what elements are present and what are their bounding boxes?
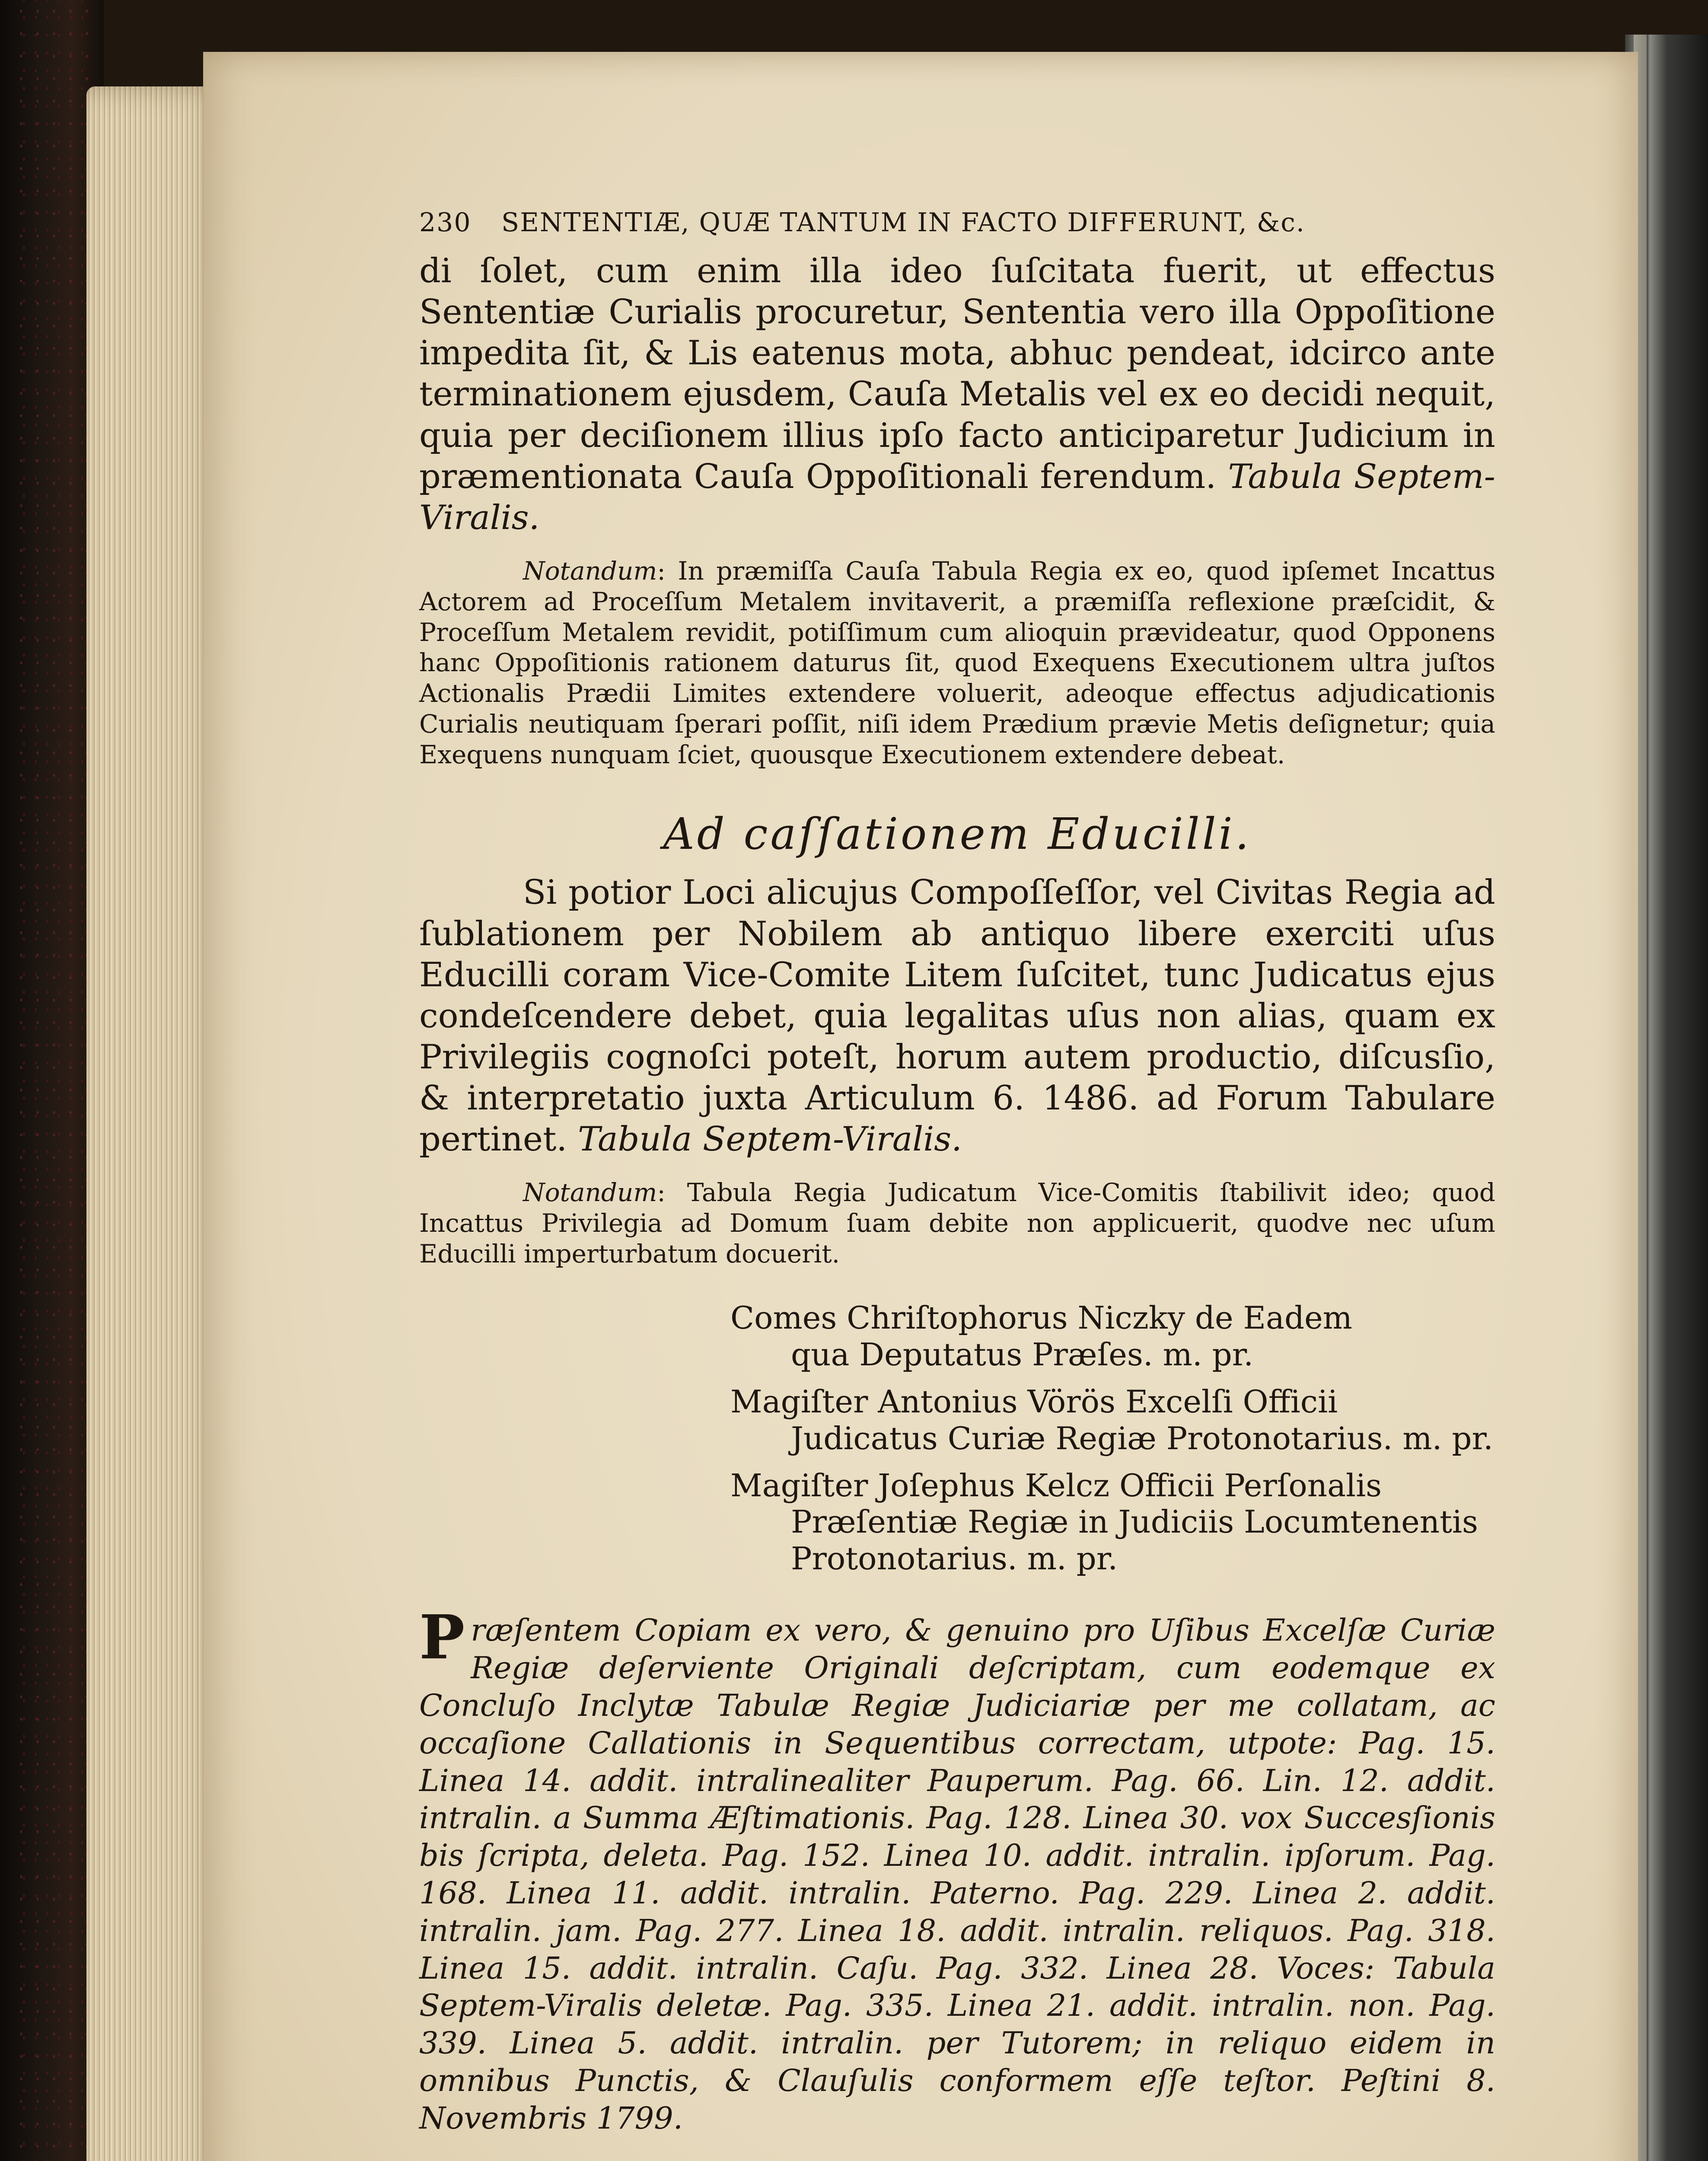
note-1-text: : In præmiſſa Cauſa Tabula Regia ex eo, quod ipſemet Incattus Actorem ad Proceſſum Metalem invitaverit, a præmiſſa reflexione præſcidit, & Proceſſum Metalem revidit, potiſſimum cum alioquin prævideatur, quod Opponens hanc Oppoſitionis rationem daturus ſit, quod Exequens Executionem ultra juſtos Actionalis Prædii Limites extendere voluerit, adeoque effectus adjudicationis Curialis neutiquam ſperari poſſit, niſi idem Prædium prævie Metis deſignetur; quia Exequens nunquam ſciet, quousque Executionem extendere debeat. [419, 556, 1495, 769]
attestation-paragraph [419, 1602, 1495, 2137]
paragraph-2-source: Tabula Septem-Viralis. [578, 1120, 962, 1159]
section-title: Ad caſſationem Educilli. [663, 809, 1252, 860]
signatory-2-name: Magiſter Antonius Vörös Excelſi Officii [730, 1383, 1338, 1420]
page-number: 230 [419, 207, 472, 238]
attestation-text: ræſentem Copiam ex vero, & genuino pro Uſibus Excelſæ Curiæ Regiæ deſerviente Originali deſcriptam, cum eodemque ex Concluſo Inclytæ Tabulæ Regiæ Judiciariæ per me collatam, ac occaſione Callationis in Sequentibus correctam, utpote: Pag. 15. Linea 14. addit. intralinealiter Pauperum. Pag. 66. Lin. 12. addit. intralin. a Summa Æſtimationis. Pag. 128. Linea 30. vox Succesſionis bis ſcripta, deleta. Pag. 152. Linea 10. addit. intralin. ipſorum. Pag. 168. Linea 11. addit. intralin. Paterno. Pag. 229. Linea 2. addit. intralin. jam. Pag. 277. Linea 18. addit. intralin. reliquos. Pag. 318. Linea 15. addit. intralin. Caſu. Pag. 332. Linea 28. Voces: Tabula Septem-Viralis deletæ. Pag. 335. Linea 21. addit. intralin. non. Pag. 339. Linea 5. addit. intralin. per Tutorem; in reliquo eidem in omnibus Punctis, & Clauſulis conformem eſſe teſtor. Peſtini 8. Novembris 1799. [419, 1613, 1495, 2136]
signatory-3-name: Magiſter Joſephus Kelcz Officii Perſonalis [730, 1467, 1382, 1504]
running-header [419, 207, 1495, 238]
note-2-label: Notandum [523, 1178, 657, 1208]
running-title: SENTENTIÆ, QUÆ TANTUM IN FACTO DIFFERUNT, &c. [501, 207, 1305, 238]
paragraph-1-source: Tabula Septem-Viralis. [419, 457, 1496, 537]
signatory-1-title: qua Deputatus Præſes. m. pr. [791, 1336, 1254, 1373]
note-2-text: : Tabula Regia Judicatum Vice-Comitis ſtabilivit ideo; quod Incattus Privilegia ad Domum ſuam debite non applicuerit, quodve nec uſum Educilli imperturbatum docuerit. [419, 1178, 1495, 1269]
note-1-label: Notandum [523, 556, 657, 586]
paragraph-1 [419, 251, 1495, 539]
signatory-3-title: Præſentiæ Regiæ in Judiciis Locumtenentis Protonotarius. m. pr. [791, 1504, 1478, 1577]
note-1 [419, 556, 1495, 770]
signatory-2-title: Judicatus Curiæ Regiæ Protonotarius. m. pr. [791, 1420, 1493, 1457]
paragraph-2-text: Si potior Loci alicujus Compoſſeſſor, vel Civitas Regia ad ſublationem per Nobilem ab antiquo libere exerciti uſus Educilli coram Vice-Comite Litem ſuſcitet, tunc Judicatus ejus condeſcendere debet, quia legalitas uſus non alias, quam ex Privilegiis cognoſci poteſt, horum autem productio, diſcusſio, & interpretatio juxta Articulum 6. 1486. ad Forum Tabulare pertinet. [419, 873, 1495, 1159]
paragraph-1-text: di ſolet, cum enim illa ideo ſuſcitata fuerit, ut effectus Sententiæ Curialis procuretur, Sententia vero illa Oppoſitione impedita ſit, & Lis eatenus mota, abhuc pendeat, idcirco ante terminationem ejusdem, Cauſa Metalis vel ex eo decidi nequit, quia per deciſionem illius ipſo facto anticiparetur Judicium in præmentionata Cauſa Oppoſitionali ferendum. [419, 252, 1495, 496]
signatories-block [419, 1300, 1495, 1578]
drop-cap: P [419, 1602, 465, 1673]
paragraph-2 [419, 872, 1495, 1160]
page-text [419, 207, 1495, 2161]
note-2 [419, 1177, 1495, 1269]
signatory-1-name: Comes Chriſtophorus Niczky de Eadem [730, 1299, 1352, 1336]
